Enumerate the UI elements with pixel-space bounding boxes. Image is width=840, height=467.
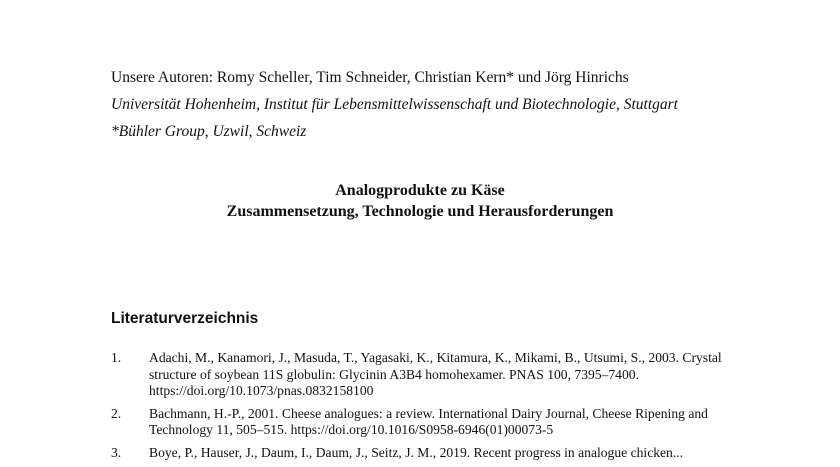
reference-number: 1.: [111, 350, 122, 365]
references-list: [111, 350, 751, 467]
reference-doi-link[interactable]: https://doi.org/10.1073/pnas.0832158100: [149, 383, 374, 398]
author-line: Unsere Autoren: Romy Scheller, Tim Schneider, Christian Kern* und Jörg Hinrichs: [111, 69, 629, 86]
reference-number: 2.: [111, 405, 122, 421]
reference-text: [149, 445, 751, 462]
reference-text: [149, 350, 751, 400]
affiliation-company: *Bühler Group, Uzwil, Schweiz: [111, 123, 307, 140]
reference-item: [111, 350, 751, 400]
affiliation-university: Universität Hohenheim, Institut für Lebensmittelwissenschaft und Biotechnologie, Stuttgart: [111, 96, 678, 113]
reference-text: [149, 406, 751, 439]
reference-line: Technology 11, 505–515. https://doi.org/10.1016/S0958-6946(01)00073-5: [149, 422, 554, 437]
reference-number: 3.: [111, 444, 122, 460]
reference-line: Adachi, M., Kanamori, J., Masuda, T., Yagasaki, K., Kitamura, K., Mikami, B., Utsumi, S., 2003. Crystal: [149, 350, 722, 365]
reference-item: [111, 406, 751, 439]
reference-line: Bachmann, H.-P., 2001. Cheese analogues: a review. International Dairy Journal, Cheese Ripening and: [149, 405, 708, 421]
reference-item: [111, 445, 751, 462]
article-title: [0, 180, 840, 222]
title-line-1: Analogprodukte zu Käse: [335, 182, 505, 199]
title-line-2: Zusammensetzung, Technologie und Herausforderungen: [226, 203, 614, 220]
reference-line: structure of soybean 11S globulin: Glycinin A3B4 homohexamer. PNAS 100, 7395–7400.: [149, 366, 639, 382]
references-heading: Literaturverzeichnis: [111, 310, 259, 327]
reference-line: Boye, P., Hauser, J., Daum, I., Daum, J., Seitz, J. M., 2019. Recent progress in analogue chicken...: [149, 444, 684, 460]
